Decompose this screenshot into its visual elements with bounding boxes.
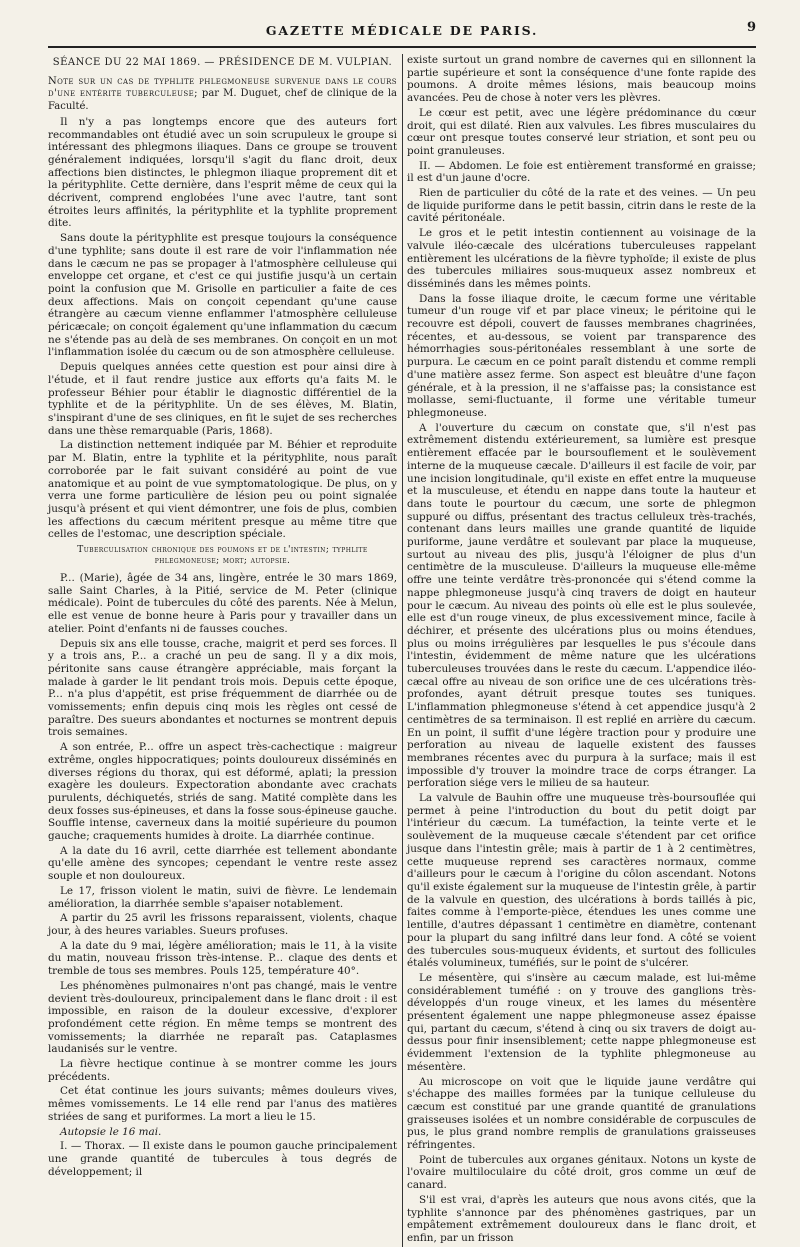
paragraph: I. — Thorax. — Il existe dans le poumon gauche principalement une grande quantité de tubercules à tous degrés de développement; il (48, 1140, 397, 1178)
note-author: par M. Duguet, chef de clinique de la Faculté. (48, 88, 397, 113)
paragraph: Le mésentère, qui s'insère au cæcum malade, est lui-même considérablement tuméfié : on y trouve des ganglions très-développés d'un rouge vineux, et les lames du mésentère présentent également une nappe phlegmoneuse assez épaisse qui, partant du cæcum, s'étend à cinq ou six travers de doigt au-dessus pour finir insensiblement; cette nappe phlegmoneuse est évidemment l'extension de la typhlite phlegmoneuse au mésentère. (407, 971, 756, 1073)
paragraph: Le 17, frisson violent le matin, suivi de fièvre. Le lendemain amélioration, la diarrhée semble s'apaiser notablement. (48, 884, 397, 910)
paragraph: A son entrée, P... offre un aspect très-cachectique : maigreur extrême, ongles hippocratiques; points douloureux disséminés en diverses régions du thorax, qui est déformé, aplati; la pression exagère les douleurs. Expectoration abondante avec crachats purulents, déchiquetés, striés de sang. Matité complète dans les deux fosses sus-épineuses, et dans la fosse sous-épineuse gauche. Souffle intense, caverneux dans la moitié supérieure du poumon gauche; craquements humides à droite. La diarrhée continue. (48, 741, 397, 843)
paragraph: Depuis quelques années cette question est pour ainsi dire à l'étude, et il faut rendre justice aux efforts qu'a faits M. le professeur Béhier pour établir le diagnostic différentiel de la typhlite et de la pérityphlite. Un de ses élèves, M. Blatin, s'inspirant d'une de ses cliniques, en fit le sujet de ses recherches dans une thèse remarquable (Paris, 1868). (48, 361, 397, 437)
right-column (407, 54, 756, 1247)
paragraph: Le gros et le petit intestin contiennent au voisinage de la valvule iléo-cæcale des ulcérations tuberculeuses rappelant entièrement les ulcérations de la fièvre typhoïde; il existe de plus des tubercules miliaires sous-muqueux assez nombreux et disséminés dans les mêmes points. (407, 227, 756, 290)
paragraph: Les phénomènes pulmonaires n'ont pas changé, mais le ventre devient très-douloureux, principalement dans le flanc droit : il est impossible, en raison de la douleur excessive, d'explorer profondément cette région. En même temps se montrent des vomissements; la diarrhée ne reparaît pas. Cataplasmes laudanisés sur le ventre. (48, 979, 397, 1056)
journal-title: GAZETTE MÉDICALE DE PARIS. (265, 23, 539, 38)
note-heading (48, 76, 397, 114)
paragraph: A la date du 9 mai, légère amélioration; mais le 11, à la visite du matin, nouveau frisson très-intense. P... claque des dents et tremble de tous ses membres. Pouls 125, température 40°. (48, 939, 397, 978)
paragraph: A l'ouverture du cæcum on constate que, s'il n'est pas extrêmement distendu extérieurement, sa lumière est presque entièrement effacée par le boursouflement et le soulèvement interne de la muqueuse cæcale. D'ailleurs il est facile de voir, par une incision longitudinale, qu'il existe en effet entre la muqueuse et la musculeuse, et étendu en nappe dans toute la hauteur et dans toute le pourtour du cæcum, une sorte de phlegmon suppuré ou diffus, présentant des tractus celluleux très-trachés, contenant dans leurs mailles une grande quantité de liquide puriforme, jaune verdâtre et soulevant par place la muqueuse, surtout au niveau des plis, jusqu'à l'éloigner de plus d'un centimètre de la musculeuse. D'ailleurs la muqueuse elle-même offre une teinte verdâtre très-prononcée qui s'étend comme la nappe phlegmoneuse jusqu'à cinq travers de doigt en hauteur pour le cæcum. Au niveau des points où elle est le plus soulevée, elle est d'un rouge vineux, de plus excessivement mince, facile à déchirer, et présente des ulcérations plus ou moins étendues, plus ou moins irrégulières par lesquelles le pus s'écoule dans l'intestin, évidemment de même nature que les ulcérations tuberculeuses trouvées dans le reste du cæcum. L'appendice iléo-cæcal offre au niveau de son orifice une de ces ulcérations très-profondes, ayant détruit presque toutes ses tuniques. L'inflammation phlegmoneuse s'étend à cet appendice jusqu'à 2 centimètres de sa terminaison. Il est replié en arrière du cæcum. En un point, il suffit d'une légère traction pour y produire une perforation au niveau de laquelle existent des fausses membranes récentes avec du purpura à la surface; mais il est impossible d'y trouver la moindre trace de corps étranger. La perforation siége vers le milieu de sa hauteur. (407, 421, 756, 790)
paragraph: La distinction nettement indiquée par M. Béhier et reproduite par M. Blatin, entre la typhlite et la pérityphlite, nous paraît corroborée par le fait suivant considéré au point de vue anatomique et au point de vue symptomatologique. De plus, on y verra une forme particulière de lésion peu ou point signalée jusqu'à présent et qui vient démontrer, une fois de plus, combien les affections du cæcum méritent presque au même titre que celles de l'estomac, une description spéciale. (48, 439, 397, 541)
paragraph: A partir du 25 avril les frissons reparaissent, violents, chaque jour, à des heures variables. Sueurs profuses. (48, 912, 397, 937)
two-column-body (48, 54, 756, 1247)
paragraph: A la date du 16 avril, cette diarrhée est tellement abondante qu'elle amène des syncopes; cependant le ventre reste assez souple et non douloureux. (48, 844, 397, 883)
header-rule (48, 46, 756, 48)
paragraph: P... (Marie), âgée de 34 ans, lingère, entrée le 30 mars 1869, salle Saint Charles, à la Pitié, service de M. Peter (clinique médicale). Point de tubercules du côté des parents. Née à Melun, elle est venue de bonne heure à Paris pour y travailler dans un atelier. Point d'enfants ni de fausses couches. (48, 572, 397, 635)
paragraph: Sans doute la pérityphlite est presque toujours la conséquence d'une typhlite; sans doute il est rare de voir l'inflammation née dans le cæcum ne pas se propager à l'atmosphère celluleuse qui enveloppe cet organe, et c'est ce qui justifie jusqu'à un certain point la confusion que M. Grisolle en particulier a faite de ces deux affections. Mais on conçoit cependant qu'une cause étrangère au cæcum vienne enflammer l'atmosphère celluleuse péricæcale; on conçoit également qu'une inflammation du cæcum ne s'étende pas au delà de ses membranes. On conçoit en un mot l'inflammation isolée du cæcum ou de son atmosphère celluleuse. (48, 232, 397, 359)
paragraph: II. — Abdomen. Le foie est entièrement transformé en graisse; il est d'un jaune d'ocre. (407, 159, 756, 185)
paragraph: Rien de particulier du côté de la rate et des veines. — Un peu de liquide puriforme dans le petit bassin, citrin dans le reste de la cavité péritonéale. (407, 187, 756, 225)
paragraph: La valvule de Bauhin offre une muqueuse très-boursouflée qui permet à peine l'introduction du bout du petit doigt par l'intérieur du cæcum. La tuméfaction, la teinte verte et le soulèvement de la muqueuse cæcale s'étendent par cet orifice jusque dans l'intestin grêle; mais à partir de 1 à 2 centimètres, cette muqueuse reprend ses caractères normaux, comme d'ailleurs pour le cæcum à l'origine du côlon ascendant. Notons qu'il existe également sur la muqueuse de l'intestin grêle, à partir de la valvule en question, des ulcérations à bords taillés à pic, faites comme à l'emporte-pièce, étendues les unes comme une lentille, d'autres dépassant 1 centimètre en diamètre, contenant pour la plupart du sang infiltré dans leur fond. A côté se voient des tubercules sous-muqueux évidents, et surtout des follicules étalés volumineux, tuméfiés, sur le point de s'ulcérer. (407, 792, 756, 970)
page-number: 9 (746, 20, 756, 35)
paragraph: La fièvre hectique continue à se montrer comme les jours précédents. (48, 1058, 397, 1083)
paragraph: Point de tubercules aux organes génitaux. Notons un kyste de l'ovaire multiloculaire du côté droit, gros comme un œuf de canard. (407, 1153, 756, 1192)
session-heading: SÉANCE DU 22 MAI 1869. — PRÉSIDENCE DE M. VULPIAN. (52, 57, 393, 68)
left-column (48, 54, 397, 1247)
paragraph: Au microscope on voit que le liquide jaune verdâtre qui s'échappe des mailles formées par la tunique celluleuse du cæcum est constitué par une grande quantité de granulations graisseuses isolées et un nombre considérable de corpuscules de pus, le plus grand nombre remplis de granulations graisseuses réfringentes. (407, 1075, 756, 1152)
autopsy-heading: Autopsie le 16 mai. (60, 1125, 162, 1138)
paragraph: Le cœur est petit, avec une légère prédominance du cœur droit, qui est dilaté. Rien aux valvules. Les fibres musculaires du cœur ont presque toutes conservé leur striation, et sont peu ou point granuleuses. (407, 106, 756, 157)
paragraph: Depuis six ans elle tousse, crache, maigrit et perd ses forces. Il y a trois ans, P... a craché un peu de sang. Il y a dix mois, péritonite sans cause étrangère appréciable, mais forçant la malade à garder le lit pendant trois mois. Depuis cette époque, P... n'a plus d'appétit, est prise fréquemment de diarrhée ou de vomissements; enfin depuis cinq mois les règles ont cessé de paraître. Des sueurs abondantes et nocturnes se montrent depuis trois semaines. (48, 637, 397, 739)
paragraph: S'il est vrai, d'après les auteurs que nous avons cités, que la typhlite s'annonce par des phénomènes gastriques, par un empâtement extrêmement douloureux dans le flanc droit, et enfin, par un frisson (407, 1193, 756, 1244)
paragraph: existe surtout un grand nombre de cavernes qui en sillonnent la partie supérieure et sont la conséquence d'une fonte rapide des poumons. A droite mêmes lésions, mais beaucoup moins avancées. Peu de chose à noter vers les plèvres. (407, 54, 756, 105)
running-header (48, 18, 756, 38)
note-title: Note sur un cas de typhlite phlegmoneuse survenue dans le cours d'une entérite tuberculeuse; (48, 75, 397, 100)
case-subheading: Tuberculisation chronique des poumons et de l'intestin; typhlite phlegmoneuse; mort; autopsie. (77, 545, 368, 567)
paragraph: Cet état continue les jours suivants; mêmes douleurs vives, mêmes vomissements. Le 14 elle rend par l'anus des matières striées de sang et puriformes. La mort a lieu le 15. (48, 1085, 397, 1123)
paragraph: Il n'y a pas longtemps encore que des auteurs fort recommandables ont étudié avec un soin scrupuleux le groupe si intéressant des phlegmons iliaques. Dans ce groupe se trouvent généralement indiquées, lorsqu'il s'agit du flanc droit, deux affections bien distinctes, le phlegmon iliaque proprement dit et la pérityphlite. Cette dernière, dans l'esprit même de ceux qui la décrivent, comprend englobées l'une avec l'autre, tant sont étroites leurs affinités, la pérityphlite et la typhlite proprement dite. (48, 115, 397, 230)
paragraph: Dans la fosse iliaque droite, le cæcum forme une véritable tumeur d'un rouge vif et par place vineux; le péritoine qui le recouvre est dépoli, couvert de fausses membranes chagrinées, récentes, et au-dessous, se voient par transparence des hémorrhagies sous-péritonéales ressemblant à une sorte de purpura. Le cæcum en ce point paraît distendu et comme rempli d'une matière assez ferme. Son aspect est bleuâtre d'une façon générale, et à la pression, il ne s'affaisse pas; la consistance est mollasse, semi-fluctuante, il forme une véritable tumeur phlegmoneuse. (407, 292, 756, 419)
